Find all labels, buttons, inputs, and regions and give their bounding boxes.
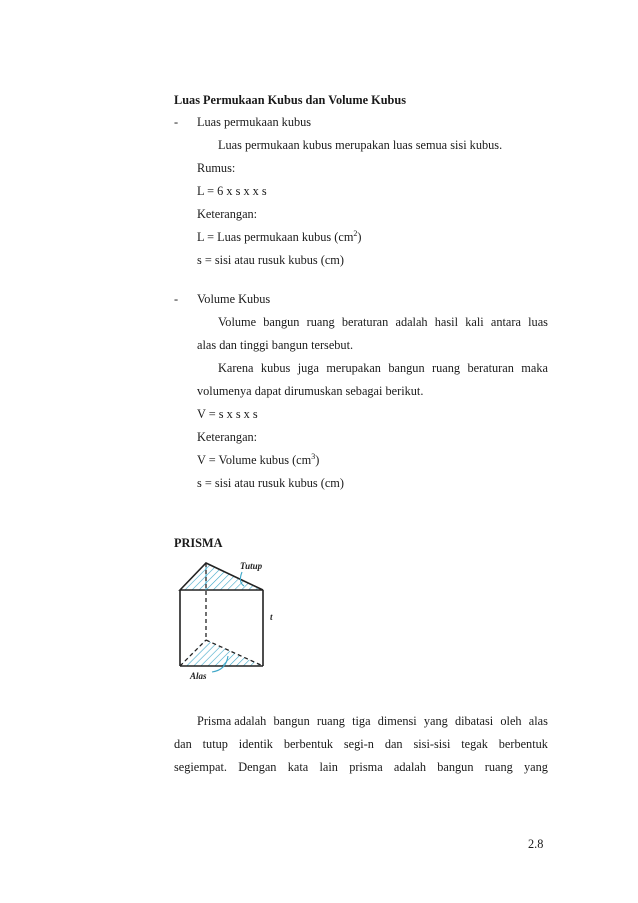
item-1-keterangan-1: L = Luas permukaan kubus $(cm^2)$ (197, 229, 362, 244)
item-2-paragraph-1-line-2: alas dan tinggi bangun tersebut. (197, 338, 354, 352)
item-2-keterangan-1: V = Volume kubus $(cm^3)$ (197, 452, 320, 467)
prisma-paragraph-line-1: Prisma adalah bangun ruang tiga dimensi yang dibatasi oleh alas (197, 714, 548, 728)
label-alas: Alas (190, 671, 207, 680)
item-2-paragraph-2-line-2: volumenya dapat dirumuskan sebagai berikut. (197, 384, 424, 398)
item-2-paragraph-1-line-1: Volume bangun ruang beraturan adalah hasil kali antara luas (218, 315, 548, 329)
item-1-keterangan-label: Keterangan: (197, 207, 258, 221)
item-1-keterangan-2: s = sisi atau rusuk kubus (cm) (197, 253, 344, 267)
prisma-paragraph-line-2: dan tutup identik berbentuk segi-n dan sisi-sisi tegak berbentuk (174, 737, 548, 751)
label-tutup: Tutup (240, 561, 263, 571)
item-2-keterangan-label: Keterangan: (197, 430, 258, 444)
bullet-2: - (174, 292, 179, 306)
item-2-heading: Volume Kubus (197, 292, 271, 306)
item-2-formula: V = s x s x s (197, 407, 258, 421)
item-2-paragraph-2-line-1: Karena kubus juga merupakan bangun ruang beraturan maka (218, 361, 548, 375)
item-2-keterangan-2: s = sisi atau rusuk kubus (cm) (197, 476, 344, 490)
item-1-heading: Luas permukaan kubus (197, 115, 312, 129)
item-1-rumus-label: Rumus: (197, 161, 236, 175)
bottom-face (180, 640, 263, 666)
page-number: 2.8 (528, 837, 544, 851)
label-t: t (270, 612, 273, 622)
item-1-formula: L = 6 x s x x s (197, 184, 267, 198)
prism-diagram (172, 560, 290, 680)
bullet-1: - (174, 115, 179, 129)
item-1-intro: Luas permukaan kubus merupakan luas semua sisi kubus. (218, 138, 503, 152)
prisma-title: PRISMA (174, 536, 223, 550)
prisma-paragraph-line-3: segiempat. Dengan kata lain prisma adalah bangun ruang yang (174, 760, 548, 774)
prism-figure (172, 560, 290, 680)
section-title: Luas Permukaan Kubus dan Volume Kubus (174, 93, 407, 107)
